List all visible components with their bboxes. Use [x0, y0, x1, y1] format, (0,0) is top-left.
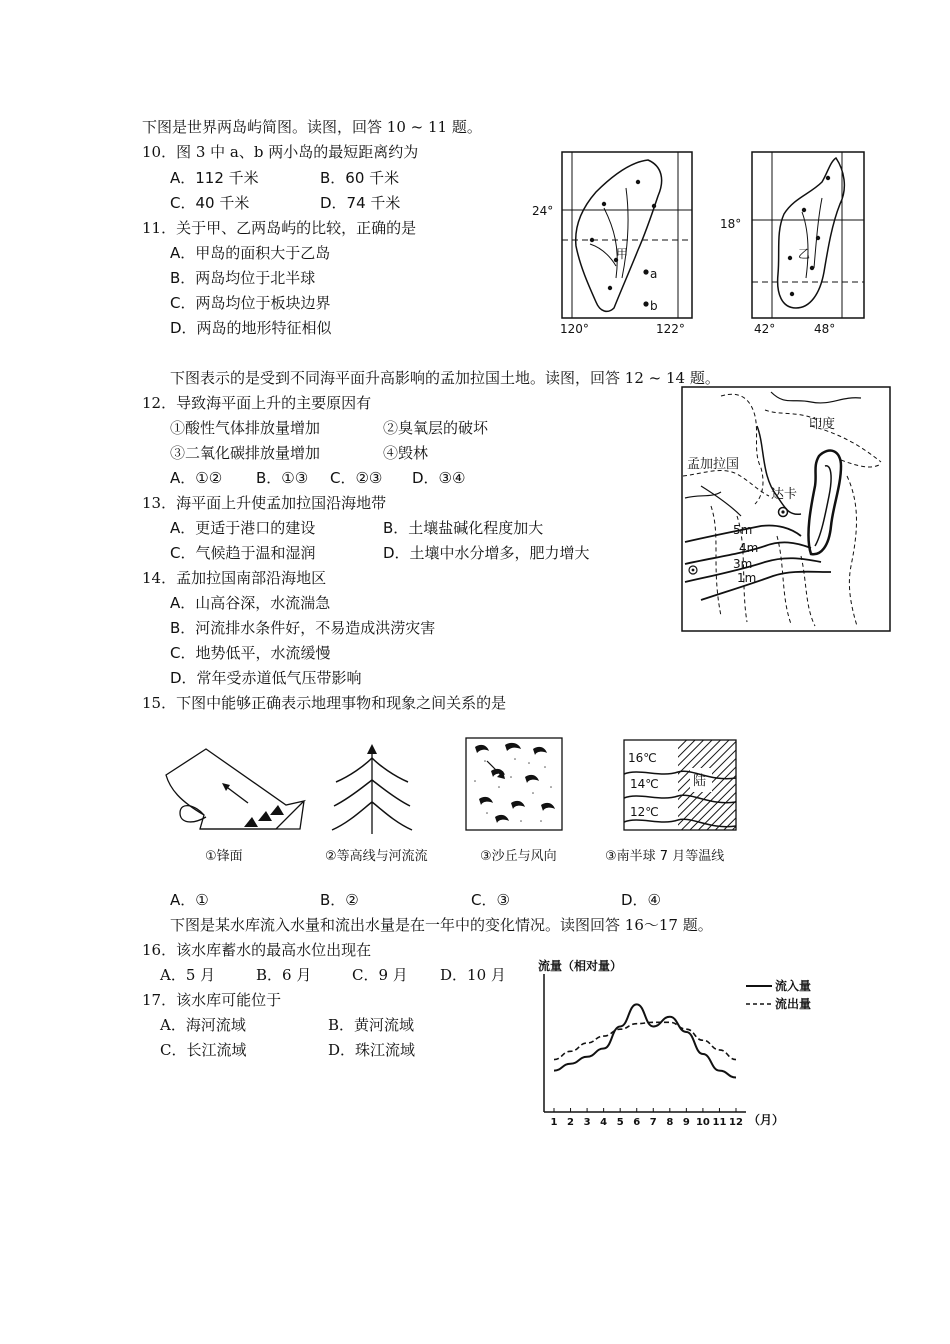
q10-option-a: A．112 千米 [170, 169, 259, 187]
dunes-wind-diagram [465, 737, 565, 833]
q17-option-b: B．黄河流域 [328, 1016, 415, 1034]
island-jia-map [530, 148, 700, 338]
intro-bangladesh: 下图表示的是受到不同海平面升高影响的孟加拉国土地。读图，回答 12 ~ 14 题。 [170, 369, 720, 387]
q17-option-c: C．长江流域 [160, 1041, 247, 1059]
chart-xlabel: （月） [748, 1113, 785, 1127]
q10-stem: 10．图 3 中 a、b 两小岛的最短距离约为 [142, 143, 419, 161]
q13-option-a: A．更适于港口的建设 [170, 519, 316, 537]
front-diagram [160, 745, 310, 835]
q15-stem: 15．下图中能够正确表示地理事物和现象之间关系的是 [142, 694, 507, 712]
q12-item-2: ②臭氧层的破坏 [383, 419, 489, 437]
q14-option-a: A．山高谷深，水流湍急 [170, 594, 331, 612]
x-tick-label: 11 [712, 1117, 727, 1128]
x-tick-label: 2 [567, 1117, 575, 1128]
q16-option-d: D．10 月 [440, 966, 506, 984]
q17-option-a: A．海河流域 [160, 1016, 246, 1034]
q14-option-c: C．地势低平，水流缓慢 [170, 644, 331, 662]
level-4m: 4m [739, 541, 759, 555]
x-tick-label: 5 [616, 1117, 624, 1128]
map1-lat-label: 24° [532, 204, 554, 218]
q16-option-c: C．9 月 [352, 966, 408, 984]
q11-stem: 11．关于甲、乙两岛屿的比较，正确的是 [142, 219, 417, 237]
label-dhaka: 达卡 [771, 487, 798, 502]
map1-lon-right: 122° [656, 322, 685, 336]
q16-option-a: A．5 月 [160, 966, 216, 984]
map1-point-b: b [650, 299, 658, 313]
x-tick-label: 10 [695, 1117, 710, 1128]
caption-front: ①锋面 [205, 849, 243, 864]
caption-contour: ②等高线与河流流 [325, 849, 428, 864]
q11-option-d: D．两岛的地形特征相似 [170, 319, 332, 337]
flow-chart [520, 958, 820, 1133]
label-bangladesh: 孟加拉国 [687, 457, 740, 472]
map1-island-label: 甲 [616, 247, 629, 261]
q12-item-3: ③二氧化碳排放量增加 [170, 444, 321, 462]
q12-option-a: A．①② [170, 469, 223, 487]
map2-lon-right: 48° [814, 322, 836, 336]
q12-option-d: D．③④ [412, 469, 466, 487]
q10-option-b: B．60 千米 [320, 169, 400, 187]
intro-islands: 下图是世界两岛屿简图。读图，回答 10 ~ 11 题。 [142, 118, 482, 136]
iso-12: 12℃ [630, 805, 659, 819]
legend-outflow: 流出量 [775, 997, 812, 1011]
q13-option-b: B．土壤盐碱化程度加大 [383, 519, 544, 537]
map2-island-label: 乙 [798, 247, 811, 261]
q10-option-d: D．74 千米 [320, 194, 401, 212]
q16-stem: 16．该水库蓄水的最高水位出现在 [142, 941, 372, 959]
x-tick-label: 12 [729, 1117, 743, 1128]
x-tick-label: 4 [600, 1117, 608, 1128]
x-tick-label: 7 [649, 1117, 657, 1128]
level-3m: 3m [733, 557, 753, 571]
intro-reservoir: 下图是某水库流入水量和流出水量是在一年中的变化情况。读图回答 16～17 题。 [170, 916, 713, 934]
q15-option-d: D．④ [621, 891, 661, 909]
island-yi-map [718, 148, 878, 338]
q14-option-b: B．河流排水条件好，不易造成洪涝灾害 [170, 619, 436, 637]
legend-inflow: 流入量 [775, 979, 812, 993]
x-tick-label: 9 [682, 1117, 690, 1128]
level-1m: 1m [737, 571, 757, 585]
q11-option-b: B．两岛均位于北半球 [170, 269, 316, 287]
q12-option-c: C．②③ [330, 469, 383, 487]
iso-16: 16℃ [628, 751, 657, 765]
q13-stem: 13．海平面上升使孟加拉国沿海地带 [142, 494, 387, 512]
bangladesh-map [681, 386, 893, 634]
contour-river-diagram [330, 742, 430, 838]
x-tick-label: 1 [550, 1117, 558, 1128]
q17-stem: 17．该水库可能位于 [142, 991, 282, 1009]
map2-lon-left: 42° [754, 322, 776, 336]
q13-option-d: D．土壤中水分增多，肥力增大 [383, 544, 590, 562]
chart-ylabel: 流量（相对量） [538, 959, 623, 973]
map1-lon-left: 120° [560, 322, 589, 336]
chart-axes [544, 974, 746, 1128]
q13-option-c: C．气候趋于温和湿润 [170, 544, 316, 562]
isotherm-diagram [620, 738, 740, 834]
x-tick-label: 6 [633, 1117, 641, 1128]
q14-stem: 14．孟加拉国南部沿海地区 [142, 569, 327, 587]
x-tick-label: 8 [666, 1117, 674, 1128]
q10-option-c: C．40 千米 [170, 194, 250, 212]
caption-isotherm: ③南半球 7 月等温线 [605, 849, 725, 864]
land-label: 陆 [693, 774, 707, 789]
q12-stem: 12．导致海平面上升的主要原因有 [142, 394, 372, 412]
chart-series [554, 1004, 736, 1077]
q11-option-a: A．甲岛的面积大于乙岛 [170, 244, 331, 262]
x-tick-label: 3 [583, 1117, 591, 1128]
label-india: 印度 [809, 417, 836, 432]
q16-option-b: B．6 月 [256, 966, 312, 984]
series-line-inflow [554, 1004, 736, 1077]
level-5m: 5m [733, 523, 753, 537]
caption-dunes: ③沙丘与风向 [480, 849, 557, 864]
q14-option-d: D．常年受赤道低气压带影响 [170, 669, 362, 687]
q11-option-c: C．两岛均位于板块边界 [170, 294, 331, 312]
q15-option-a: A．① [170, 891, 209, 909]
iso-14: 14℃ [630, 777, 659, 791]
q12-item-4: ④毁林 [383, 444, 429, 462]
q15-option-c: C．③ [471, 891, 510, 909]
map2-lat-label: 18° [720, 217, 742, 231]
series-line-outflow [554, 1022, 736, 1059]
q12-option-b: B．①③ [256, 469, 309, 487]
q17-option-d: D．珠江流域 [328, 1041, 416, 1059]
q15-option-b: B．② [320, 891, 359, 909]
map1-point-a: a [650, 267, 658, 281]
q12-item-1: ①酸性气体排放量增加 [170, 419, 321, 437]
